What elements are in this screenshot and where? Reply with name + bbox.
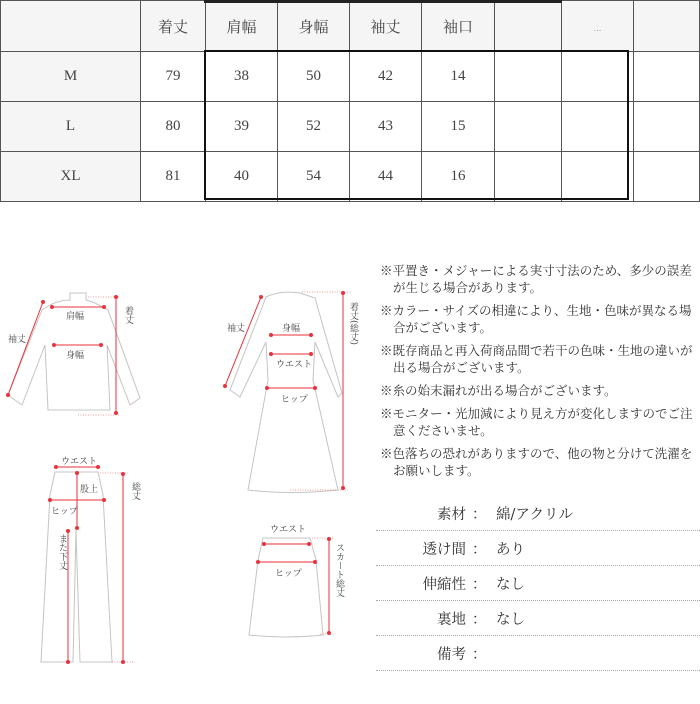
spec-list [376, 496, 700, 671]
note-item: ※モニター・光加減により見え方が変化しますのでご注意くださいませ。 [380, 406, 693, 438]
cell: 42 [350, 52, 422, 102]
size-table [0, 0, 700, 202]
cell: 43 [350, 102, 422, 152]
label-hip: ヒップ [51, 507, 78, 517]
label-length: 着丈 [123, 306, 133, 324]
note-item: ※平置き・メジャーによる実寸寸法のため、多少の誤差が生じる場合があります。 [380, 263, 692, 295]
table-row [1, 102, 700, 152]
top-border [204, 0, 562, 3]
header-sleeve-length: 袖丈 [350, 1, 422, 52]
cell: 38 [206, 52, 278, 102]
label-sleeve: 袖丈 [8, 335, 27, 345]
label-shoulder: 肩幅 [66, 312, 85, 322]
spec-label: 裏地 [437, 611, 466, 628]
header-empty-3 [634, 1, 700, 52]
spec-label: 素材 [437, 506, 466, 523]
spec-label: 伸縮性 [422, 576, 466, 593]
dress-outline-icon [200, 250, 370, 500]
header-shoulder: 肩幅 [206, 1, 278, 52]
cell: 80 [141, 102, 206, 152]
cell [495, 152, 562, 202]
header-body-width: 身幅 [278, 1, 350, 52]
top-outline-icon [0, 250, 180, 430]
label-total-length: 総丈 [130, 482, 140, 500]
cell [634, 52, 700, 102]
spec-colon: ： [472, 541, 487, 558]
cell: 40 [206, 152, 278, 202]
note-item: ※カラー・サイズの相違により、生地・色味が異なる場合がございます。 [380, 303, 692, 335]
cell: 54 [278, 152, 350, 202]
cell [562, 152, 634, 202]
cell: 79 [141, 52, 206, 102]
label-rise: 股上 [80, 485, 99, 495]
header-empty-2 [562, 1, 634, 52]
skirt-diagram [220, 510, 370, 660]
cell [495, 52, 562, 102]
cell: 16 [422, 152, 495, 202]
label-waist: ウエスト [276, 360, 313, 370]
spec-colon: ： [472, 611, 487, 628]
note-item: ※色落ちの恐れがありますので、他の物と分けて洗濯をお願いします。 [380, 446, 693, 478]
table-row [1, 152, 700, 202]
spec-colon: ： [472, 646, 487, 663]
cell: 50 [278, 52, 350, 102]
label-length: 着丈(総丈) [348, 302, 358, 346]
cell: 81 [141, 152, 206, 202]
size-label: L [1, 102, 141, 152]
spec-value: なし [496, 576, 525, 593]
spec-value: あり [496, 541, 525, 558]
spec-colon: ： [472, 506, 487, 523]
pants-diagram [0, 440, 180, 700]
label-hip: ヒップ [275, 569, 302, 579]
table-row [1, 52, 700, 102]
cell: 44 [350, 152, 422, 202]
care-notes [380, 262, 700, 485]
spec-row-stretch [376, 566, 700, 601]
label-sleeve: 袖丈 [227, 324, 246, 334]
header-marker: ... [593, 24, 602, 33]
size-label: M [1, 52, 141, 102]
spec-label: 透け間 [422, 541, 466, 558]
header-empty-1 [495, 1, 562, 52]
cell [495, 102, 562, 152]
label-skirt-length: スカート総丈 [334, 543, 344, 597]
cell: 52 [278, 102, 350, 152]
cell: 15 [422, 102, 495, 152]
pants-outline-icon [0, 440, 180, 700]
header-corner [1, 1, 141, 52]
label-hip: ヒップ [281, 395, 308, 405]
label-waist: ウエスト [270, 525, 307, 535]
cell: 14 [422, 52, 495, 102]
dress-diagram [200, 250, 370, 500]
header-length: 着丈 [141, 1, 206, 52]
label-waist: ウエスト [61, 457, 98, 467]
spec-row-remarks [376, 636, 700, 671]
cell [634, 102, 700, 152]
spec-label: 備考 [437, 646, 466, 663]
cell: 39 [206, 102, 278, 152]
size-table-header [1, 1, 700, 52]
header-cuff: 袖口 [422, 1, 495, 52]
label-inseam: また下丈 [57, 534, 67, 570]
top-diagram [0, 250, 180, 430]
cell [562, 52, 634, 102]
spec-colon: ： [472, 576, 487, 593]
note-item: ※既存商品と再入荷商品間で若干の色味・生地の違いが出る場合がございます。 [380, 343, 693, 375]
spec-row-lining [376, 601, 700, 636]
note-item: ※糸の始末漏れが出る場合がございます。 [380, 383, 617, 398]
label-body-width: 身幅 [66, 351, 85, 361]
spec-value: 綿/アクリル [496, 506, 573, 523]
cell [562, 102, 634, 152]
spec-row-material [376, 496, 700, 531]
cell [634, 152, 700, 202]
size-label: XL [1, 152, 141, 202]
spec-row-sheerness [376, 531, 700, 566]
spec-value: なし [496, 611, 525, 628]
label-body-width: 身幅 [282, 324, 301, 334]
